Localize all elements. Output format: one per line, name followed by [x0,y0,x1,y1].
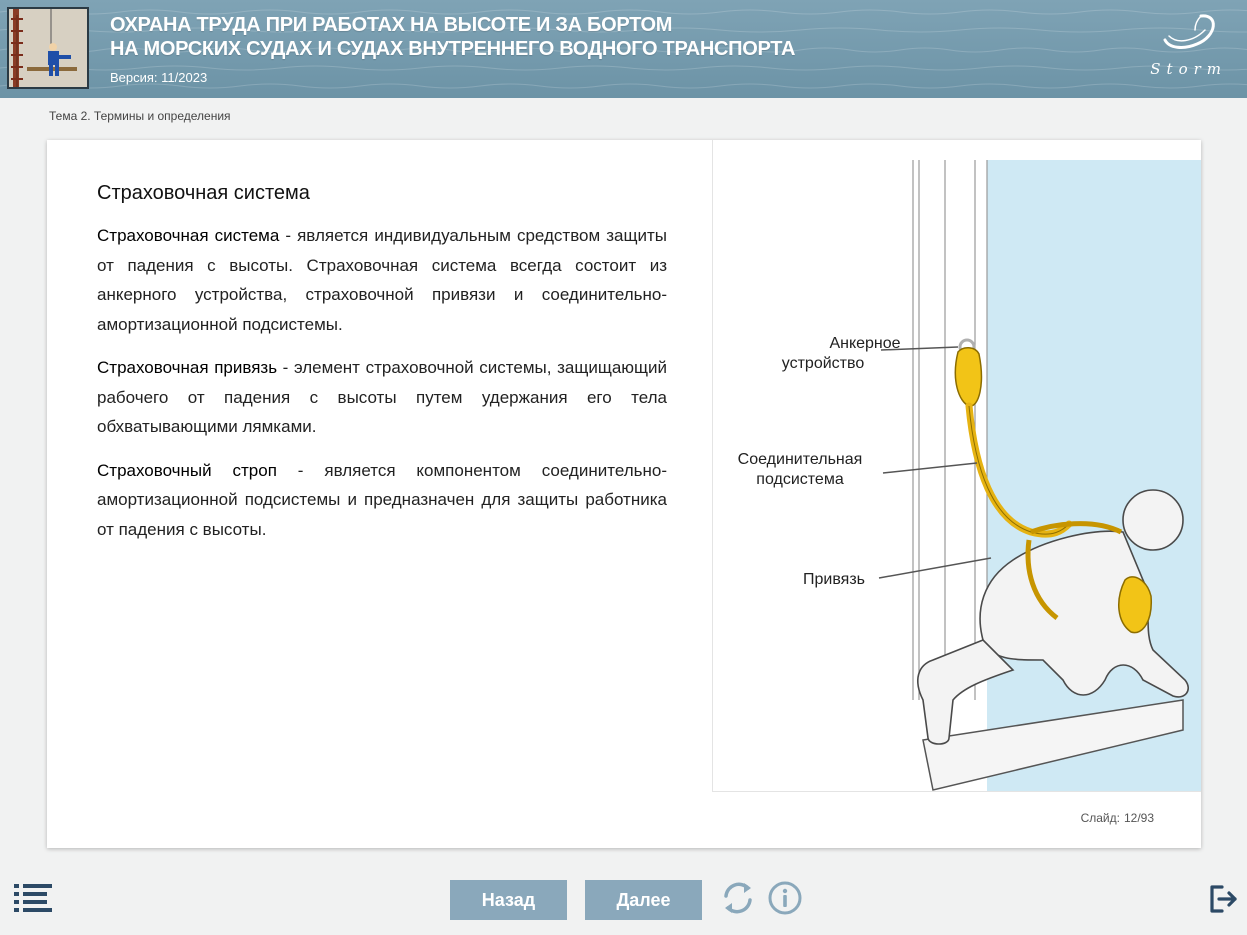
definition-text: - элемент страховочной системы, защищающий рабочего от падения с высоты путем удержания его тела обхватывающими лямками. [97,358,667,436]
label-anchor-line-2: устройство [781,355,865,372]
label-connect-line-1: Соединительная [737,451,863,468]
definition-paragraph [97,456,667,545]
definition-term: Страховочный строп [97,460,277,480]
course-version: Версия: 11/2023 [110,70,208,85]
definition-paragraph [97,221,667,339]
course-title-line-1: ОХРАНА ТРУДА ПРИ РАБОТАХ НА ВЫСОТЕ И ЗА БОРТОМ [110,14,673,36]
definition-text: - является компонентом соединительно-амортизационной подсистемы и предназначен для защиты работника от падения с высоты. [97,460,667,539]
storm-logo-text: Storm [1150,60,1227,78]
slide-card [47,140,1201,848]
course-title-line-2: НА МОРСКИХ СУДАХ И СУДАХ ВНУТРЕННЕГО ВОДНОГО ТРАНСПОРТА [110,38,796,60]
exit-icon[interactable] [1208,884,1238,914]
definition-term: Страховочная привязь [97,358,278,377]
definition-text: - является индивидуальным средством защиты от падения с высоты. Страховочная система всегда состоит из анкерного устройства, страховочной привязи и соединительно-амортизационной подсистемы. [97,226,667,334]
back-button[interactable]: Назад [450,880,567,920]
header [0,0,1247,98]
label-connect-line-2: подсистема [756,471,844,488]
info-icon[interactable] [767,880,803,916]
slide-counter [1081,811,1154,825]
fall-arrest-illustration [712,140,1201,792]
definition-term: Страховочная система [97,226,280,245]
slide-counter-value: 12/93 [1123,811,1154,825]
reload-icon[interactable] [720,880,756,916]
label-harness: Привязь [803,571,865,588]
breadcrumb: Тема 2. Термины и определения [49,109,231,123]
slide-heading: Страховочная система [97,182,310,204]
label-anchor-line-1: Анкерное [829,335,901,352]
course-thumbnail-image [7,7,89,89]
menu-icon[interactable] [14,884,52,912]
next-button[interactable]: Далее [585,880,702,920]
slide-content [97,182,667,558]
slide-counter-label: Слайд: [1080,811,1120,825]
definition-paragraph [97,353,667,442]
